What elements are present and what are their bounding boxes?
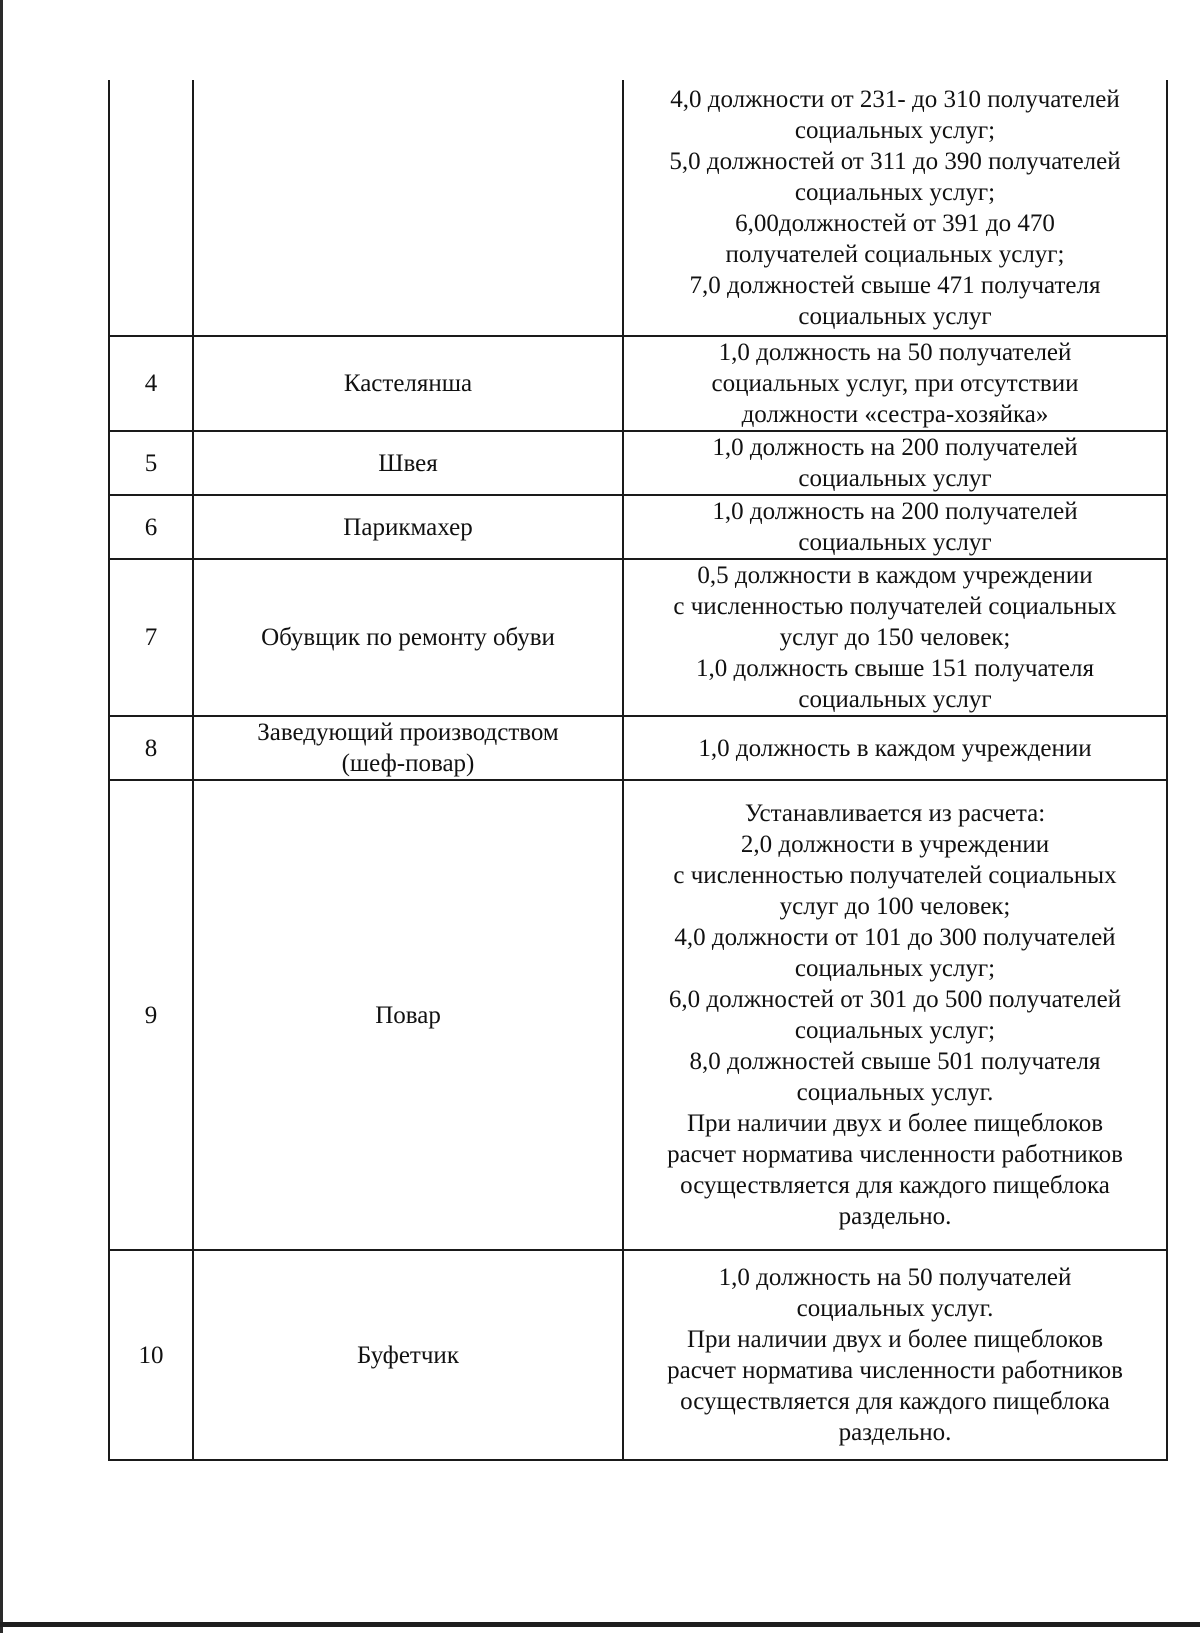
position-name: Буфетчик	[193, 1250, 623, 1460]
position-name: Швея	[193, 431, 623, 495]
table-row	[109, 431, 1167, 495]
row-number	[109, 80, 193, 336]
table-row	[109, 495, 1167, 559]
table-row	[109, 80, 1167, 336]
row-number: 9	[109, 780, 193, 1250]
position-name: Парикмахер	[193, 495, 623, 559]
staffing-norm: 1,0 должность на 50 получателей социальных услуг. При наличии двух и более пищеблоков расчет норматива численности работников осуществляется для каждого пищеблока раздельно.	[623, 1250, 1167, 1460]
staffing-norm: 1,0 должность на 200 получателей социальных услуг	[623, 495, 1167, 559]
staffing-norm: 1,0 должность на 200 получателей социальных услуг	[623, 431, 1167, 495]
staffing-norm: 4,0 должности от 231- до 310 получателей социальных услуг; 5,0 должностей от 311 до 390 получателей социальных услуг; 6,00должностей от 391 до 470 получателей социальных услуг; 7,0 должностей свыше 471 получателя социальных услуг	[623, 80, 1167, 336]
staffing-norm: 1,0 должность на 50 получателей социальных услуг, при отсутствии должности «сестра-хозяйка»	[623, 336, 1167, 431]
staffing-norms-table	[108, 80, 1168, 1461]
row-number: 7	[109, 559, 193, 716]
position-name: Заведующий производством (шеф-повар)	[193, 716, 623, 780]
row-number: 10	[109, 1250, 193, 1460]
position-name	[193, 80, 623, 336]
staffing-norm: 0,5 должности в каждом учреждении с численностью получателей социальных услуг до 150 человек; 1,0 должность свыше 151 получателя социальных услуг	[623, 559, 1167, 716]
scan-bottom-edge	[0, 1622, 1200, 1627]
staffing-norm: 1,0 должность в каждом учреждении	[623, 716, 1167, 780]
row-number: 6	[109, 495, 193, 559]
position-name: Повар	[193, 780, 623, 1250]
table-row	[109, 1250, 1167, 1460]
table-row	[109, 336, 1167, 431]
table-row	[109, 559, 1167, 716]
position-name: Обувщик по ремонту обуви	[193, 559, 623, 716]
scan-left-edge	[0, 0, 3, 1633]
row-number: 4	[109, 336, 193, 431]
staffing-norm: Устанавливается из расчета: 2,0 должности в учреждении с численностью получателей социальных услуг до 100 человек; 4,0 должности от 101 до 300 получателей социальных услуг; 6,0 должностей от 301 до 500 получателей социальных услуг; 8,0 должностей свыше 501 получателя социальных услуг. При наличии двух и более пищеблоков расчет норматива численности работников осуществляется для каждого пищеблока раздельно.	[623, 780, 1167, 1250]
row-number: 5	[109, 431, 193, 495]
row-number: 8	[109, 716, 193, 780]
table-row	[109, 780, 1167, 1250]
position-name: Кастелянша	[193, 336, 623, 431]
table-row	[109, 716, 1167, 780]
